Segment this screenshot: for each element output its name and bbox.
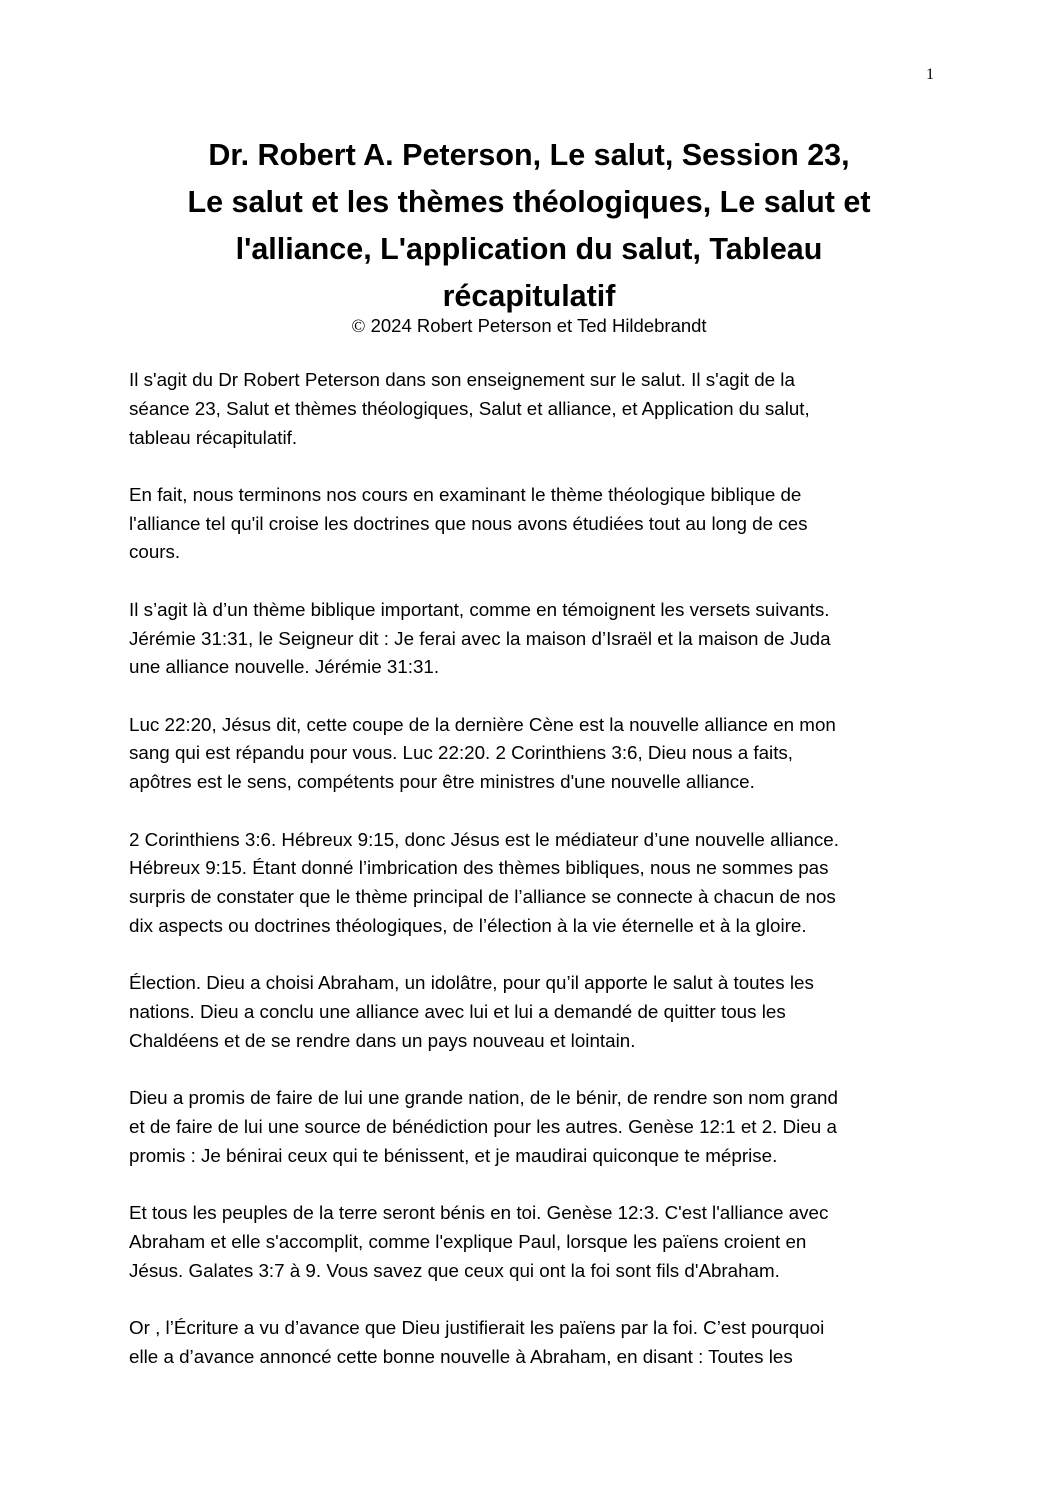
- text-line: Il s’agit là d’un thème biblique important, comme en témoignent les versets suivants.: [129, 598, 830, 620]
- copyright-notice: [120, 313, 938, 340]
- text-line: Chaldéens et de se rendre dans un pays nouveau et lointain.: [129, 1029, 636, 1051]
- text-line: Et tous les peuples de la terre seront bénis en toi. Genèse 12:3. C'est l'alliance avec: [129, 1202, 829, 1224]
- title-line: récapitulatif: [442, 279, 616, 313]
- text-line: elle a d’avance annoncé cette bonne nouvelle à Abraham, en disant : Toutes les: [129, 1345, 793, 1367]
- paragraph: [129, 969, 949, 1055]
- paragraph: [129, 1199, 949, 1285]
- document-body: [129, 366, 949, 1400]
- paragraph: [129, 481, 949, 567]
- paragraph: [129, 1314, 949, 1372]
- text-line: nations. Dieu a conclu une alliance avec lui et lui a demandé de quitter tous les: [129, 1001, 786, 1023]
- title-line: Le salut et les thèmes théologiques, Le salut et: [187, 185, 871, 219]
- text-line: promis : Je bénirai ceux qui te bénissent, et je maudirai quiconque te méprise.: [129, 1144, 778, 1166]
- text-line: Élection. Dieu a choisi Abraham, un idolâtre, pour qu’il apporte le salut à toutes les: [129, 972, 814, 994]
- text-line: l'alliance tel qu'il croise les doctrines que nous avons étudiées tout au long de ces: [129, 512, 808, 534]
- text-line: En fait, nous terminons nos cours en examinant le thème théologique biblique de: [129, 483, 802, 505]
- page-number: 1: [926, 66, 934, 83]
- paragraph: [129, 826, 949, 941]
- document-title: [120, 132, 938, 320]
- text-line: Luc 22:20, Jésus dit, cette coupe de la dernière Cène est la nouvelle alliance en mon: [129, 713, 836, 735]
- text-line: surpris de constater que le thème principal de l’alliance se connecte à chacun de nos: [129, 886, 836, 908]
- text-line: dix aspects ou doctrines théologiques, de l’élection à la vie éternelle et à la gloire.: [129, 914, 807, 936]
- text-line: Abraham et elle s'accomplit, comme l'explique Paul, lorsque les païens croient en: [129, 1230, 807, 1252]
- title-line: Dr. Robert A. Peterson, Le salut, Session 23,: [208, 138, 850, 172]
- text-line: Or , l’Écriture a vu d’avance que Dieu justifierait les païens par la foi. C’est pourquoi: [129, 1316, 825, 1338]
- text-line: sang qui est répandu pour vous. Luc 22:20. 2 Corinthiens 3:6, Dieu nous a faits,: [129, 742, 794, 764]
- copyright-text: 2024 Robert Peterson et Ted Hildebrandt: [365, 315, 707, 336]
- text-line: séance 23, Salut et thèmes théologiques, Salut et alliance, et Application du salut,: [129, 397, 810, 419]
- text-line: Jésus. Galates 3:7 à 9. Vous savez que ceux qui ont la foi sont fils d'Abraham.: [129, 1259, 780, 1281]
- text-line: Jérémie 31:31, le Seigneur dit : Je ferai avec la maison d’Israël et la maison de Juda: [129, 627, 831, 649]
- text-line: cours.: [129, 541, 181, 563]
- copyright-symbol: ©: [351, 317, 366, 337]
- text-line: Il s'agit du Dr Robert Peterson dans son enseignement sur le salut. Il s'agit de la: [129, 369, 795, 390]
- paragraph: [129, 366, 949, 452]
- text-line: une alliance nouvelle. Jérémie 31:31.: [129, 656, 440, 678]
- text-line: et de faire de lui une source de bénédiction pour les autres. Genèse 12:1 et 2. Dieu a: [129, 1115, 837, 1137]
- text-line: Dieu a promis de faire de lui une grande nation, de le bénir, de rendre son nom grand: [129, 1087, 838, 1109]
- title-line: l'alliance, L'application du salut, Tableau: [235, 232, 823, 266]
- paragraph: [129, 711, 949, 797]
- paragraph: [129, 596, 949, 682]
- text-line: Hébreux 9:15. Étant donné l’imbrication des thèmes bibliques, nous ne sommes pas: [129, 857, 829, 879]
- text-line: tableau récapitulatif.: [129, 426, 298, 448]
- paragraph: [129, 1084, 949, 1170]
- text-line: 2 Corinthiens 3:6. Hébreux 9:15, donc Jésus est le médiateur d’une nouvelle alliance.: [129, 828, 839, 850]
- text-line: apôtres est le sens, compétents pour être ministres d'une nouvelle alliance.: [129, 771, 755, 793]
